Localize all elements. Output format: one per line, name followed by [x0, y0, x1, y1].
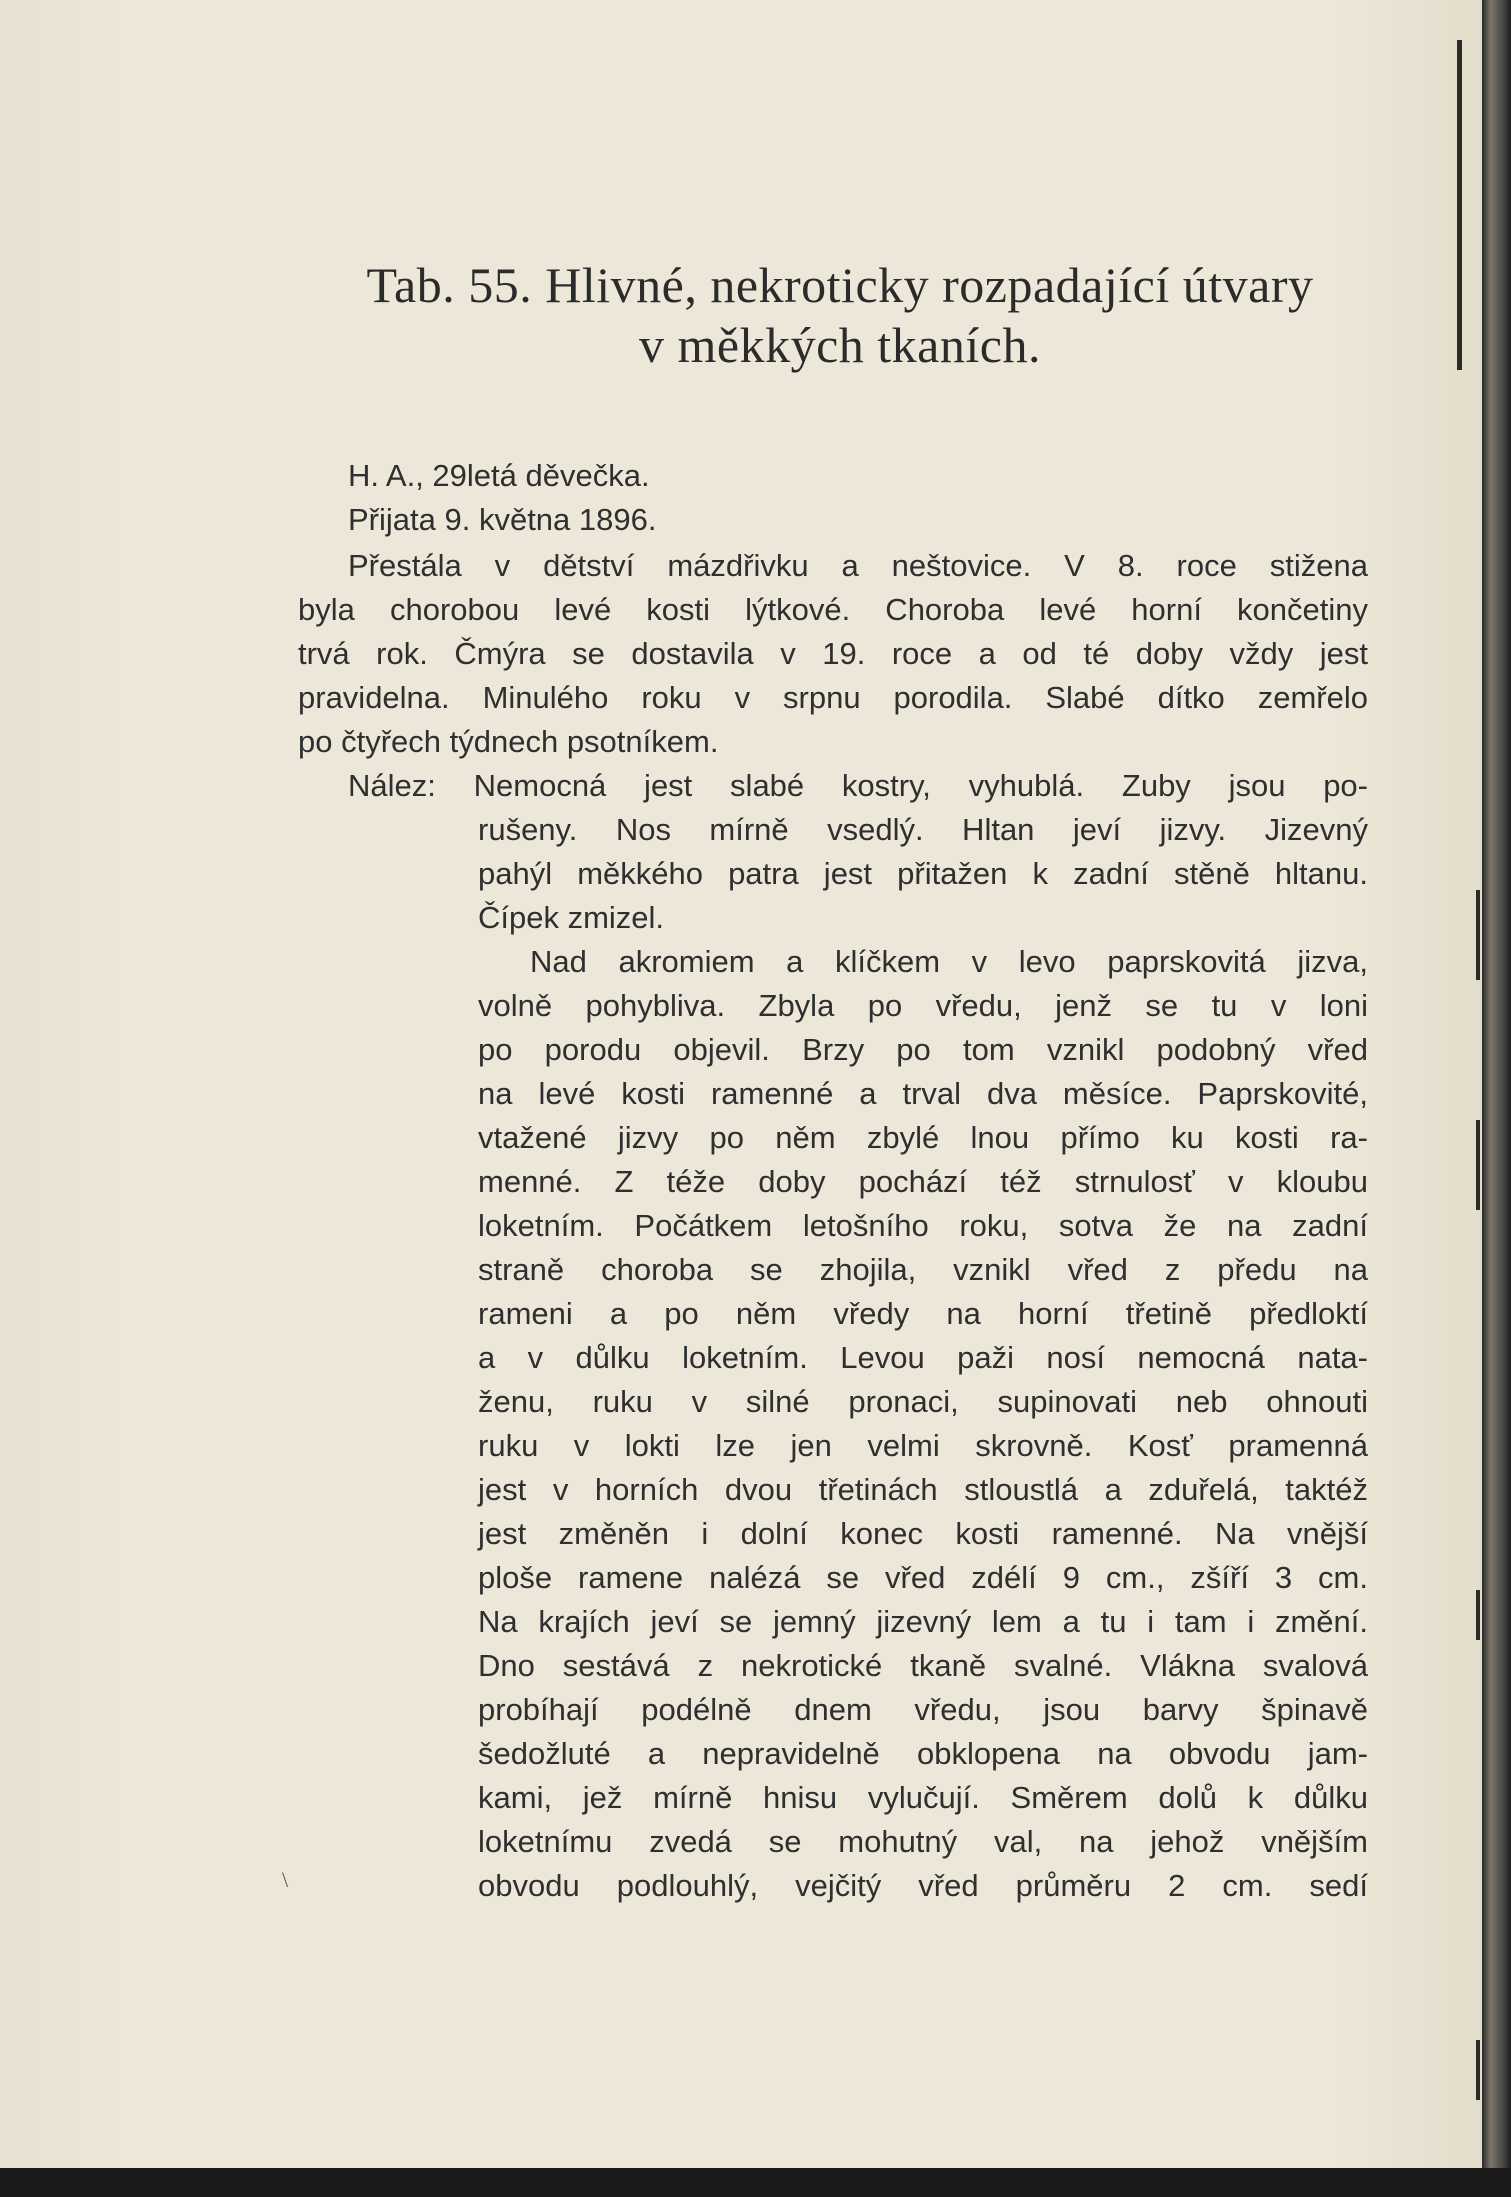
edge-mark: [1476, 1120, 1480, 1210]
text-line-32: loketnímu zvedá se mohutný val, na jehož vnějším: [478, 1824, 1368, 1859]
text-line-2: Přijata 9. května 1896.: [348, 502, 657, 537]
text-line-31: kami, jež mírně hnisu vylučují. Směrem dolů k důlku: [478, 1780, 1368, 1815]
edge-mark: [1476, 2040, 1480, 2100]
edge-shadow-mark: [1457, 40, 1462, 370]
text-line-10: pahýl měkkého patra jest přitažen k zadní stěně hltanu.: [478, 856, 1368, 891]
text-line-27: Na krajích jeví se jemný jizevný lem a tu i tam i změní.: [478, 1604, 1368, 1639]
text-line-20: rameni a po něm vředy na horní třetině předloktí: [478, 1296, 1368, 1331]
text-line-21: a v důlku loketním. Levou paži nosí nemocná nata-: [478, 1340, 1368, 1375]
text-line-7: po čtyřech týdnech psotníkem.: [298, 724, 719, 759]
edge-mark: [1476, 1590, 1480, 1640]
text-line-17: menné. Z téže doby pochází též strnulosť v kloubu: [478, 1164, 1368, 1199]
table-title-line-2: v měkkých tkaních.: [639, 317, 1041, 373]
text-line-5: trvá rok. Čmýra se dostavila v 19. roce a od té doby vždy jest: [298, 636, 1368, 671]
text-line-15: na levé kosti ramenné a trval dva měsíce. Paprskovité,: [478, 1076, 1368, 1111]
bottom-scan-edge: [0, 2168, 1511, 2197]
text-line-16: vtažené jizvy po něm zbylé lnou přímo ku kosti ra-: [478, 1120, 1368, 1155]
text-line-18: loketním. Počátkem letošního roku, sotva že na zadní: [478, 1208, 1368, 1243]
text-line-11: Čípek zmizel.: [478, 900, 665, 935]
text-line-9: rušeny. Nos mírně vsedlý. Hltan jeví jizvy. Jizevný: [478, 812, 1368, 847]
text-line-26: ploše ramene nalézá se vřed zdélí 9 cm., zšíří 3 cm.: [478, 1560, 1368, 1595]
text-line-25: jest změněn i dolní konec kosti ramenné. Na vnější: [478, 1516, 1368, 1551]
text-line-19: straně choroba se zhojila, vznikl vřed z předu na: [478, 1252, 1368, 1287]
text-line-14: po porodu objevil. Brzy po tom vznikl podobný vřed: [478, 1032, 1368, 1067]
text-line-6: pravidelna. Minulého roku v srpnu porodila. Slabé dítko zemřelo: [298, 680, 1368, 715]
table-title-line-1: Tab. 55. Hlivné, nekroticky rozpadající útvary: [366, 257, 1314, 313]
text-line-13: volně pohybliva. Zbyla po vředu, jenž se tu v loni: [478, 988, 1368, 1023]
text-line-33: obvodu podlouhlý, vejčitý vřed průměru 2 cm. sedí: [478, 1868, 1368, 1903]
text-line-12: Nad akromiem a klíčkem v levo paprskovitá jizva,: [530, 944, 1368, 979]
text-line-30: šedožluté a nepravidelně obklopena na obvodu jam-: [478, 1736, 1368, 1771]
book-binding-edge: [1482, 0, 1511, 2168]
text-line-1: H. A., 29letá děvečka.: [348, 458, 650, 493]
stray-mark: \: [282, 1867, 289, 1892]
text-line-28: Dno sestává z nekrotické tkaně svalné. Vlákna svalová: [478, 1648, 1368, 1683]
text-line-22: ženu, ruku v silné pronaci, supinovati neb ohnouti: [478, 1384, 1368, 1419]
text-line-3: Přestála v dětství mázdřivku a neštovice. V 8. roce stižena: [348, 548, 1368, 583]
text-line-4: byla chorobou levé kosti lýtkové. Choroba levé horní končetiny: [298, 592, 1368, 627]
text-line-29: probíhají podélně dnem vředu, jsou barvy špinavě: [478, 1692, 1368, 1727]
text-line-24: jest v horních dvou třetinách stloustlá a zduřelá, taktéž: [478, 1472, 1368, 1507]
edge-mark: [1476, 890, 1480, 980]
text-line-23: ruku v lokti lze jen velmi skrovně. Kosť pramenná: [478, 1428, 1368, 1463]
text-line-8: Nález: Nemocná jest slabé kostry, vyhublá. Zuby jsou po-: [348, 768, 1368, 803]
